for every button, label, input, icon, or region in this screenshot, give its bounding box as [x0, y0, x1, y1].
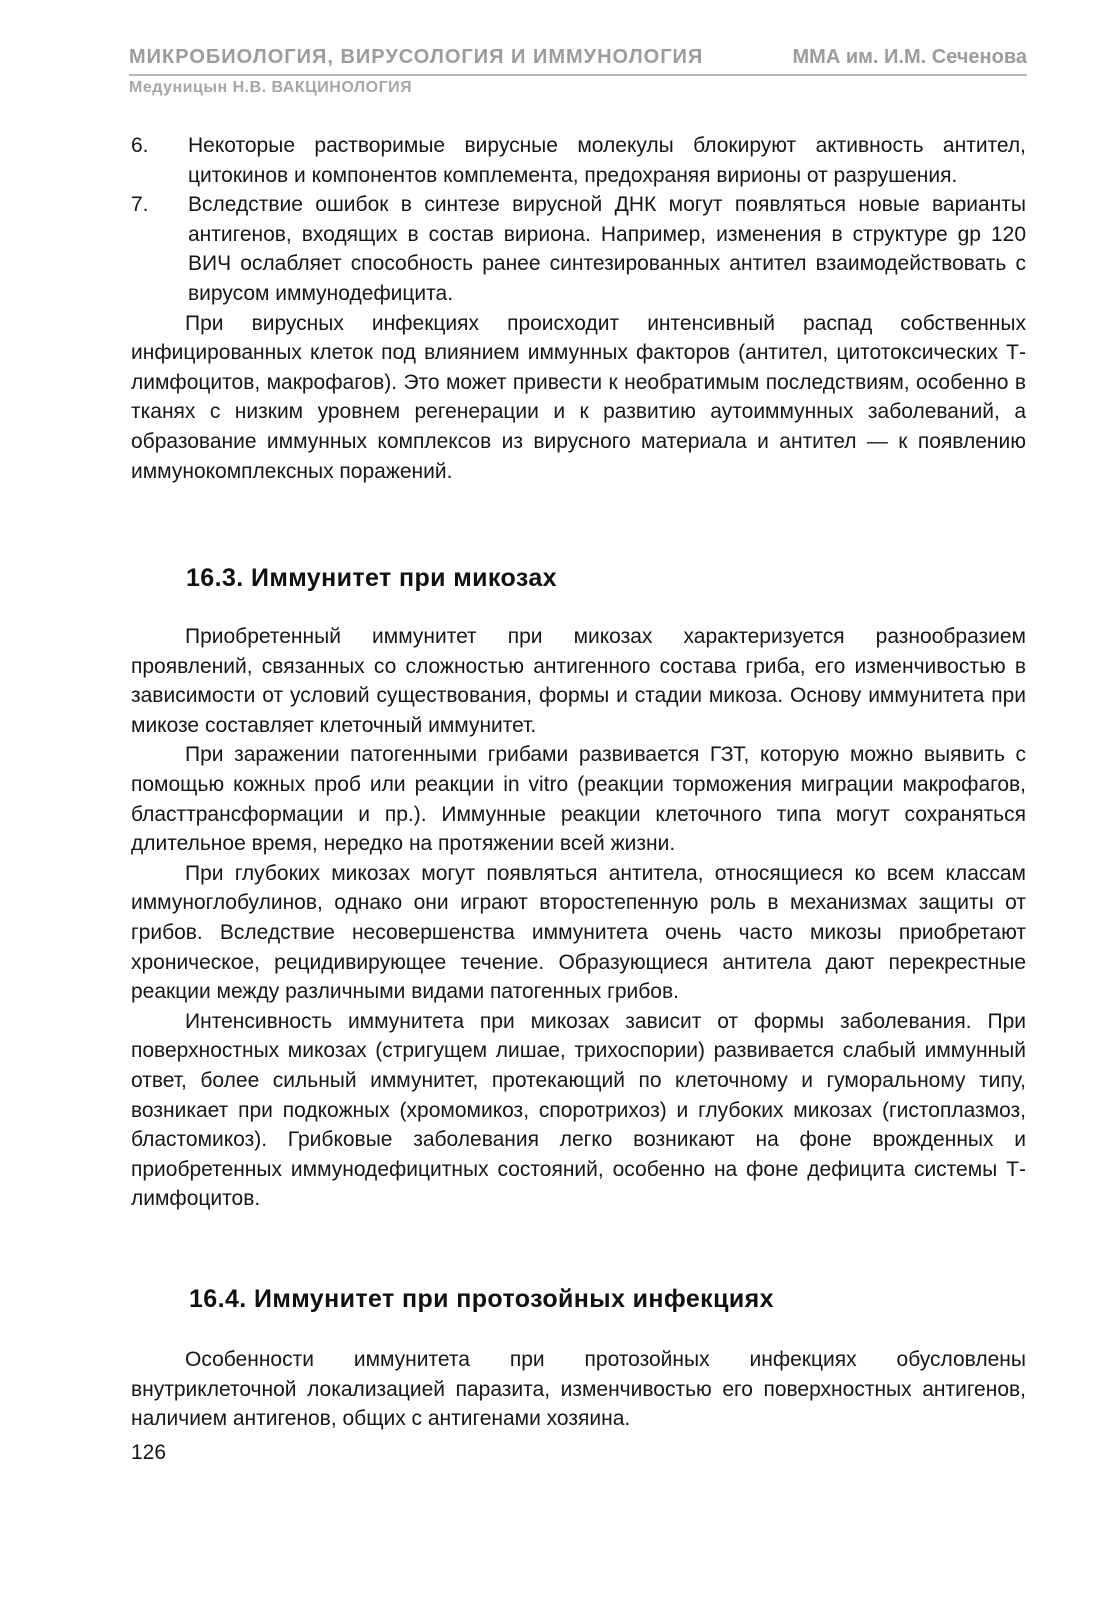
list-item	[131, 190, 1026, 308]
paragraph: Особенности иммунитета при протозойных инфекциях обусловлены внутриклеточной локализацией паразита, изменчивостью его поверхностных антигенов, наличием антигенов, общих с антигенами хозяина.	[131, 1348, 1026, 1431]
body-top-block	[131, 131, 1026, 486]
running-header	[129, 46, 1027, 76]
paragraph: При вирусных инфекциях происходит интенсивный распад собственных инфицированных клеток под влиянием иммунных факторов (антител, цитотоксических Т-лимфоцитов, макрофагов). Это может привести к необратимым последствиям, особенно в тканях с низким уровнем регенерации и к развитию аутоиммунных заболеваний, а образование иммунных комплексов из вирусного материала и антител — к появлению иммунокомплексных поражений.	[131, 311, 1026, 483]
header-publisher: ММА им. И.М. Сеченова	[792, 46, 1027, 68]
list-item-text: Некоторые растворимые вирусные молекулы блокируют активность антител, цитокинов и компонентов комплемента, предохраняя вирионы от разрушения.	[188, 134, 1026, 187]
list-item-text: Вследствие ошибок в синтезе вирусной ДНК могут появляться новые варианты антигенов, входящих в состав вириона. Например, изменения в структуре gp 120 ВИЧ ослабляет способность ранее синтезированных антител взаимодействовать с вирусом иммунодефицита.	[188, 193, 1026, 305]
page-number: 126	[131, 1441, 167, 1464]
section-16-4-body	[131, 1345, 1026, 1434]
paragraph: При заражении патогенными грибами развивается ГЗТ, которую можно выявить с помощью кожных проб или реакции in vitro (реакции торможения миграции макрофагов, бласттрансформации и пр.). Иммунные реакции клеточного типа могут сохраняться длительное время, нередко на протяжении всей жизни.	[131, 743, 1026, 856]
header-author-subtitle: Медуницын Н.В. ВАКЦИНОЛОГИЯ	[129, 79, 413, 96]
list-item-number: 7.	[131, 193, 149, 217]
paragraph: При глубоких микозах могут появляться антитела, относящиеся ко всем классам иммуноглобулинов, однако они играют второстепенную роль в механизмах защиты от грибов. Вследствие несовершенства иммунитета очень часто микозы приобретают хроническое, рецидивирующее течение. Образующиеся антитела дают перекрестные реакции между различными видами патогенных грибов.	[131, 861, 1026, 1004]
section-16-3-body	[131, 622, 1026, 1214]
list-item-number: 6.	[131, 134, 149, 157]
section-heading-16-4: 16.4. Иммунитет при протозойных инфекциях	[189, 1285, 774, 1313]
paragraph: Интенсивность иммунитета при микозах зависит от формы заболевания. При поверхностных микозах (стригущем лишае, трихоспории) развивается слабый иммунный ответ, более сильный иммунитет, протекающий по клеточному и гуморальному типу, возникает при подкожных (хромомикоз, споротрихоз) и глубоких микозах (гистоплазмоз, бластомикоз). Грибковые заболевания легко возникают на фоне врожденных и приобретенных иммунодефицитных состояний, особенно на фоне дефицита системы Т-лимфоцитов.	[131, 1009, 1026, 1211]
list-item	[131, 131, 1026, 190]
section-heading-16-3: 16.3. Иммунитет при микозах	[186, 564, 557, 592]
header-book-title: МИКРОБИОЛОГИЯ, ВИРУСОЛОГИЯ И ИММУНОЛОГИЯ	[129, 46, 704, 68]
paragraph: Приобретенный иммунитет при микозах характеризуется разнообразием проявлений, связанных со сложностью антигенного состава гриба, его изменчивостью в зависимости от условий существования, формы и стадии микоза. Основу иммунитета при микозе составляет клеточный иммунитет.	[131, 625, 1026, 737]
